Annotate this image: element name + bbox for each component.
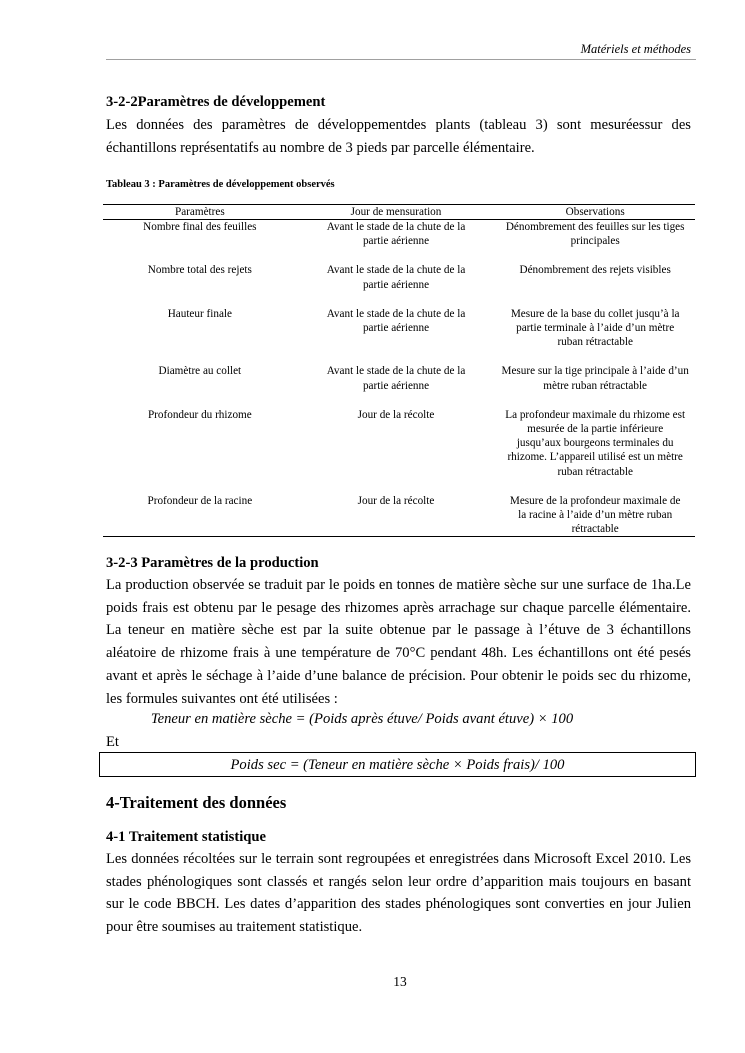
cell-parametre: Diamètre au collet: [158, 365, 242, 378]
table-row: [103, 408, 695, 494]
cell-jour: Jour de la récolte: [357, 408, 435, 421]
table-row: [103, 220, 695, 264]
section-3-2-2-paragraph-line-1: Les données des paramètres de développementdes plants (tableau 3) sont mesuréessur des: [106, 117, 691, 133]
development-parameters-table: [103, 204, 695, 537]
column-header-jour-de-mensuration: Jour de mensuration: [350, 206, 442, 218]
section-heading-4-1: 4-1 Traitement statistique: [106, 829, 266, 845]
table-row: [103, 263, 695, 306]
cell-parametre: Hauteur finale: [167, 307, 232, 320]
table-row: [103, 494, 695, 537]
cell-observation: Dénombrement des rejets visibles: [519, 264, 671, 277]
formula-poids-sec: Poids sec = (Teneur en matière sèche × Poids frais)/ 100: [230, 757, 565, 773]
cell-observation: Dénombrement des feuilles sur les tiges principales: [505, 221, 685, 248]
section-4-1-paragraph: Les données récoltées sur le terrain sont regroupées et enregistrées dans Microsoft Excel 2010. Les stades phénologiques sont classés et rangés selon leur ordre d’apparition mais toujours en basant sur le code BBCH. Les dates d’apparition des stades phénologiques sont converties en jour Julien pour être soumises au traitement statistique.: [106, 851, 691, 936]
cell-parametre: Nombre final des feuilles: [143, 221, 257, 233]
running-header: Matériels et méthodes: [580, 42, 691, 56]
section-3-2-3-paragraph: La production observée se traduit par le poids en tonnes de matière sèche sur une surface de 1ha.Le poids frais est obtenu par le pesage des rhizomes après arrachage sur chaque parcelle élémentaire. La teneur en matière sèche est par la suite obtenue par le passage à l’étuve de 3 échantillons aléatoire de rhizome frais à une température de 70°C pendant 48h. Les échantillons ont été pesés avant et après le séchage à l’aide d’une balance de précision. Pour obtenir le poids sec du rhizome, les formules suivantes ont été utilisées :: [106, 577, 691, 707]
column-header-parametres: Paramètres: [174, 206, 225, 218]
section-heading-3-2-3: 3-2-3 Paramètres de la production: [106, 555, 319, 571]
formula-box-poids-sec: [99, 752, 696, 777]
connector-et: Et: [106, 734, 119, 750]
cell-parametre: Profondeur de la racine: [147, 494, 253, 507]
table-header-row: [103, 205, 695, 220]
cell-jour: Avant le stade de la chute de la partie aérienne: [326, 307, 466, 335]
cell-observation: Mesure de la base du collet jusqu’à la partie terminale à l’aide d’un mètre ruban rétractable: [510, 307, 680, 349]
section-3-2-2-paragraph-line-2: échantillons représentatifs au nombre de 3 pieds par parcelle élémentaire.: [106, 139, 535, 156]
table-caption: Tableau 3 : Paramètres de développement observés: [106, 179, 335, 190]
cell-parametre: Nombre total des rejets: [147, 264, 252, 277]
table-row: [103, 307, 695, 365]
page-number: 13: [393, 974, 407, 989]
table-row: [103, 364, 695, 407]
cell-jour: Avant le stade de la chute de la partie aérienne: [326, 221, 466, 248]
cell-jour: Avant le stade de la chute de la partie aérienne: [326, 264, 466, 291]
cell-jour: Avant le stade de la chute de la partie aérienne: [326, 365, 466, 392]
column-header-observations: Observations: [565, 206, 625, 218]
cell-observation: Mesure de la profondeur maximale de la racine à l’aide d’un mètre ruban rétractable: [509, 494, 681, 536]
cell-jour: Jour de la récolte: [357, 494, 435, 507]
cell-parametre: Profondeur du rhizome: [147, 408, 252, 421]
header-rule: [106, 59, 696, 60]
formula-teneur-matiere-seche: Teneur en matière sèche = (Poids après étuve/ Poids avant étuve) × 100: [150, 711, 574, 727]
cell-observation: Mesure sur la tige principale à l’aide d’un mètre ruban rétractable: [501, 365, 689, 392]
cell-observation: La profondeur maximale du rhizome est mesurée de la partie inférieure jusqu’aux bourgeons terminales du rhizome. L’appareil utilisé est un mètre ruban rétractable: [505, 408, 686, 478]
section-heading-4: 4-Traitement des données: [106, 793, 287, 812]
section-heading-3-2-2: 3-2-2Paramètres de développement: [106, 94, 326, 110]
